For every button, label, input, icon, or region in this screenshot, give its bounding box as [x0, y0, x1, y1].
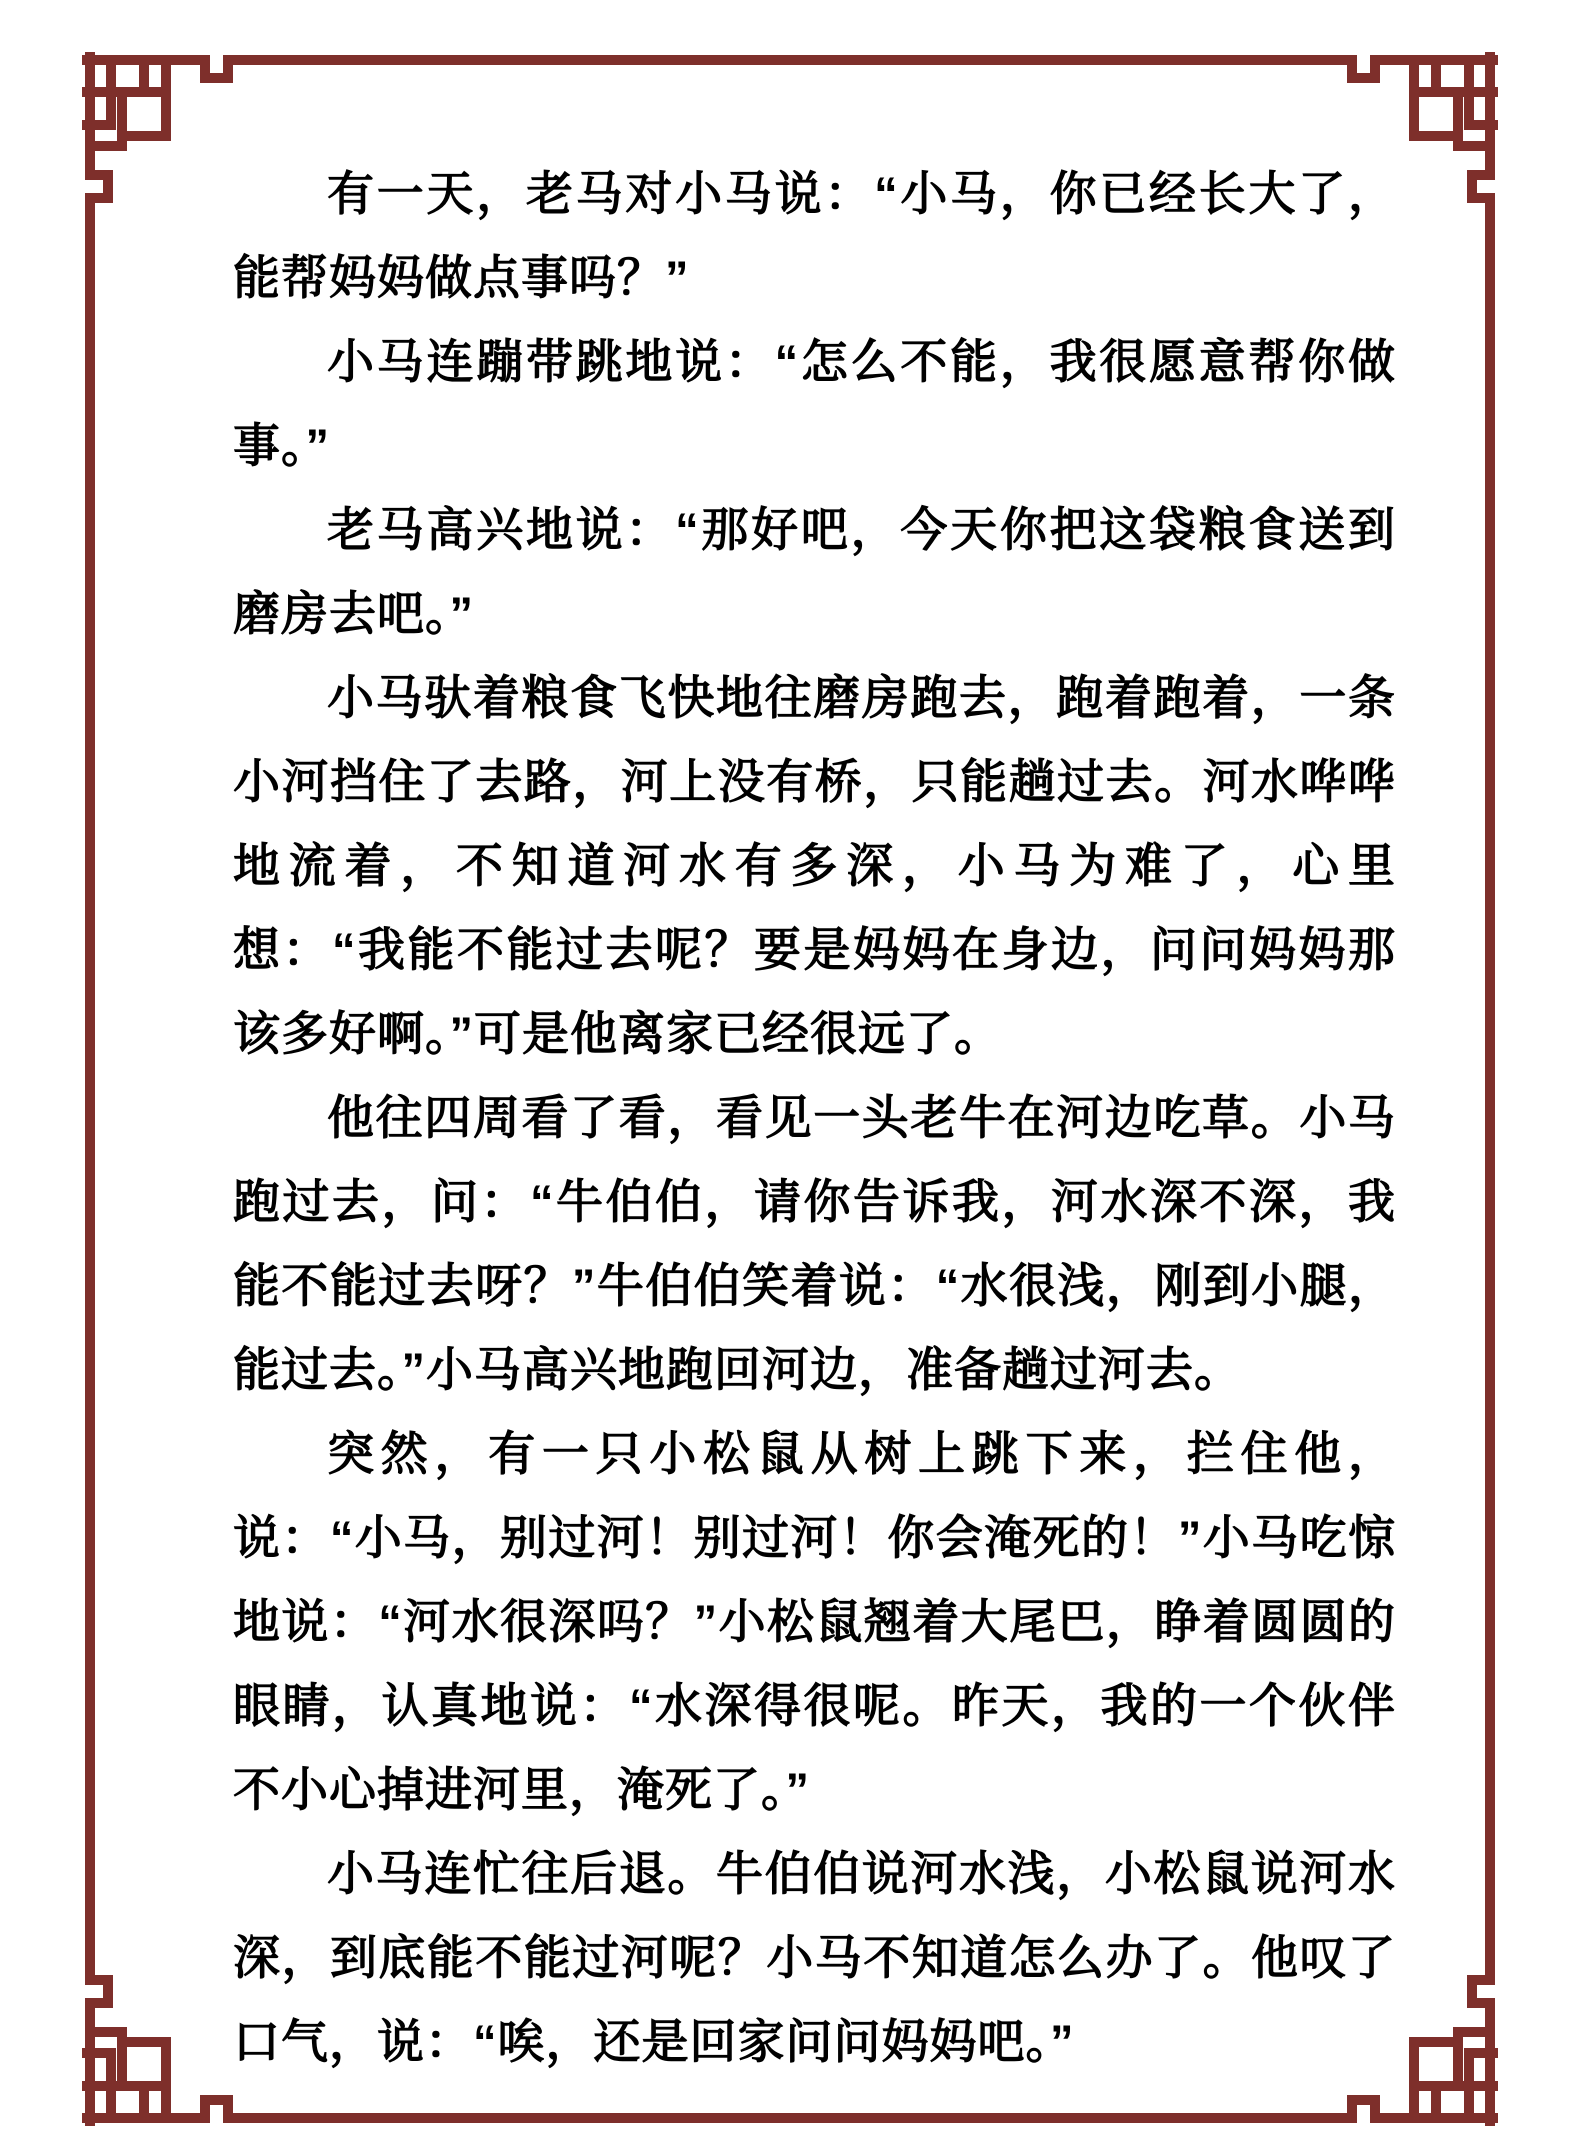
story-paragraph: 有一天，老马对小马说：“小马，你已经长大了，能帮妈妈做点事吗？” — [233, 167, 1396, 304]
border-line-right — [1485, 206, 1495, 1972]
border-line-left — [85, 206, 95, 1972]
story-paragraph: 老马高兴地说：“那好吧，今天你把这袋粮食送到磨房去吧。” — [233, 503, 1396, 640]
border-corner-top-left-icon — [78, 48, 238, 208]
border-line-top — [236, 55, 1344, 65]
story-paragraph: 他往四周看了看，看见一头老牛在河边吃草。小马跑过去，问：“牛伯伯，请你告诉我，河水深不深，我能不能过去呀？”牛伯伯笑着说：“水很浅，刚到小腿，能过去。”小马高兴地跑回河边，准备趟过河去。 — [233, 1091, 1396, 1396]
border-corner-bottom-left-icon — [78, 1970, 238, 2130]
story-text — [233, 152, 1396, 2084]
story-paragraph: 小马连蹦带跳地说：“怎么不能，我很愿意帮你做事。” — [233, 335, 1396, 472]
story-paragraph: 小马驮着粮食飞快地往磨房跑去，跑着跑着，一条小河挡住了去路，河上没有桥，只能趟过去。河水哗哗地流着，不知道河水有多深，小马为难了，心里想：“我能不能过去呢？要是妈妈在身边，问问妈妈那该多好啊。”可是他离家已经很远了。 — [233, 671, 1396, 1060]
story-paragraph: 突然，有一只小松鼠从树上跳下来，拦住他，说：“小马，别过河！别过河！你会淹死的！”小马吃惊地说：“河水很深吗？”小松鼠翘着大尾巴，睁着圆圆的眼睛，认真地说：“水深得很呢。昨天，我的一个伙伴不小心掉进河里，淹死了。” — [233, 1427, 1396, 1816]
story-paragraph: 小马连忙往后退。牛伯伯说河水浅，小松鼠说河水深，到底能不能过河呢？小马不知道怎么办了。他叹了口气，说：“唉，还是回家问问妈妈吧。” — [233, 1847, 1396, 2068]
border-line-bottom — [236, 2113, 1344, 2123]
